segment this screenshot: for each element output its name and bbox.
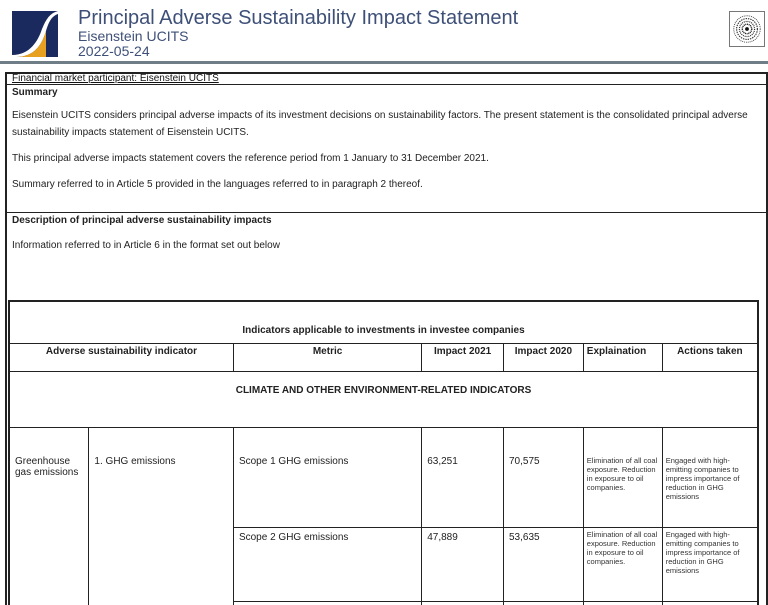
impact-2020: 53,635 — [504, 527, 584, 601]
summary-heading: Summary — [12, 87, 58, 98]
qr-code-icon — [729, 11, 765, 47]
metric: Scope 2 GHG emissions — [233, 527, 421, 601]
actions-taken: Engaged with high-emitting companies to impress importance of reduction in GHG emissions — [662, 427, 758, 527]
column-header: Adverse sustainability indicator — [9, 343, 233, 371]
description-section — [7, 213, 766, 301]
table-cell — [504, 601, 584, 605]
column-header: Explaination — [583, 343, 662, 371]
financial-market-participant: Financial market participant: Eisenstein UCITS — [7, 74, 766, 85]
section-heading: CLIMATE AND OTHER ENVIRONMENT-RELATED INDICATORS — [9, 371, 758, 427]
table-header-row — [9, 343, 758, 371]
table-row — [9, 427, 758, 527]
summary-section — [7, 85, 766, 213]
summary-paragraph: Eisenstein UCITS considers principal adverse impacts of its investment decisions on sustainability factors. The present statement is the consolidated principal adverse sustainability impacts statement of Eisenstein UCITS. — [12, 110, 748, 138]
document-title: Principal Adverse Sustainability Impact Statement — [78, 7, 519, 29]
statement-body — [5, 72, 768, 605]
column-header: Impact 2021 — [422, 343, 504, 371]
summary-paragraph: This principal adverse impacts statement covers the reference period from 1 January to 31 December 2021. — [12, 153, 489, 164]
explanation: Elimination of all coal exposure. Reduction in exposure to oil companies. — [583, 427, 662, 527]
metric: Scope 1 GHG emissions — [233, 427, 421, 527]
impact-2021: 47,889 — [422, 527, 504, 601]
summary-paragraph: Summary referred to in Article 5 provided in the languages referred to in paragraph 2 thereof. — [12, 179, 423, 190]
table-cell — [662, 601, 758, 605]
indicator-category: Greenhouse gas emissions — [9, 427, 89, 605]
title-block — [78, 7, 518, 59]
company-logo-icon — [12, 11, 58, 57]
description-text: Information referred to in Article 6 in the format set out below — [12, 240, 280, 251]
fund-name: Eisenstein UCITS — [78, 28, 189, 44]
impact-2021: 63,251 — [422, 427, 504, 527]
actions-taken: Engaged with high-emitting companies to impress importance of reduction in GHG emissions — [662, 527, 758, 601]
table-caption: Indicators applicable to investments in investee companies — [9, 301, 758, 343]
table-cell — [233, 601, 421, 605]
description-heading: Description of principal adverse sustainability impacts — [12, 215, 272, 226]
page-header — [0, 0, 768, 62]
column-header: Metric — [233, 343, 421, 371]
indicators-table — [8, 300, 759, 605]
header-divider — [0, 61, 768, 64]
column-header: Impact 2020 — [504, 343, 584, 371]
table-cell — [583, 601, 662, 605]
document-date: 2022-05-24 — [78, 43, 150, 59]
explanation: Elimination of all coal exposure. Reduction in exposure to oil companies. — [583, 527, 662, 601]
indicator-name: 1. GHG emissions — [89, 427, 234, 605]
column-header: Actions taken — [662, 343, 758, 371]
impact-2020: 70,575 — [504, 427, 584, 527]
table-cell — [422, 601, 504, 605]
